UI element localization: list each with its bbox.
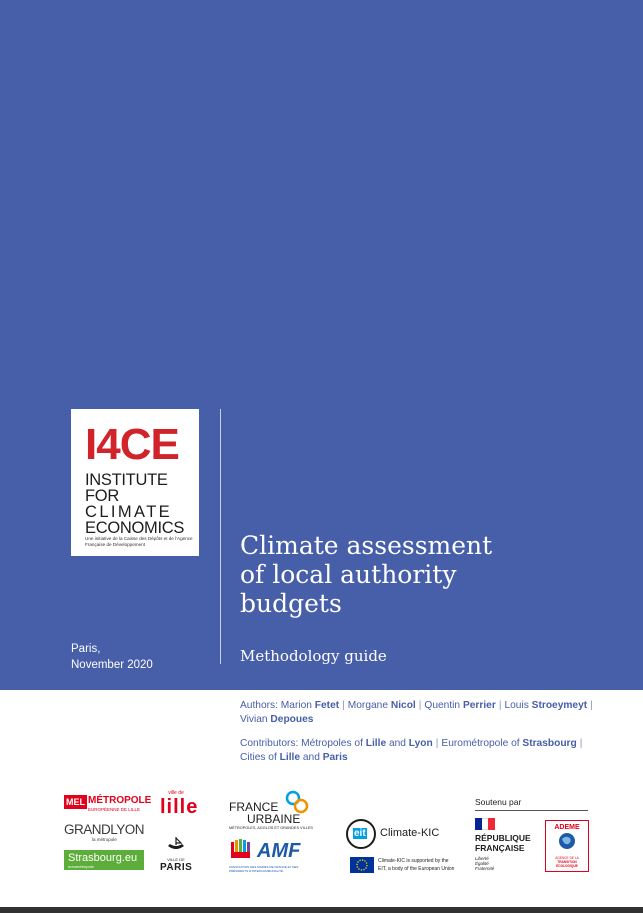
amf-hand-icon [229, 838, 255, 860]
logo-name [85, 472, 195, 536]
logo-line: CLIMATE [85, 503, 173, 521]
i4ce-logo [71, 409, 199, 556]
eit-badge: eit [346, 819, 376, 849]
title-line: of local authority [240, 560, 457, 589]
marianne-flag-icon [475, 818, 495, 830]
soutenu-par-label: Soutenu par [475, 797, 522, 807]
amf-logo: AMF ASSOCIATION DES MAIRES DE FRANCE ET DES PRÉSIDENTS D'INTERCOMMUNALITÉ [229, 840, 301, 873]
contributors-label: Contributors: [240, 738, 299, 749]
contributor: Eurométropole of Strasbourg [441, 738, 577, 749]
logo-line: INSTITUTE FOR [85, 471, 168, 505]
climate-kic-logo: eit Climate-KIC Climate-KIC is supported by the EIT, a body of the European Union [346, 817, 456, 877]
eu-flag-icon [350, 857, 374, 873]
paris-logo: VILLE DE PARIS [160, 836, 192, 876]
contributor: Métropoles of Lille and Lyon [301, 738, 433, 749]
lille-logo: ville de lille [160, 790, 199, 818]
document-subtitle: Methodology guide [240, 647, 387, 665]
place-date [71, 641, 153, 673]
bottom-bar [0, 907, 643, 913]
place: Paris, [71, 643, 101, 655]
logo-tagline: Une initiative de la Caisse des Dépôts et de l'Agence Française de Développement [85, 536, 193, 547]
france-urbaine-logo: FRANCE URBAINE MÉTROPOLES, AGGLOS ET GRANDES VILLES [229, 790, 313, 830]
logo-line: ECONOMICS [85, 519, 185, 537]
republique-francaise-logo: RÉPUBLIQUE FRANÇAISE Liberté Égalité Fraternité [475, 818, 539, 876]
authors: Authors: Marion Fetet | Morgane Nicol | Quentin Perrier | Louis Stroeymeyt | Vivian Depoues [240, 700, 593, 725]
author: Vivian Depoues [240, 714, 314, 725]
authors-label: Authors: [240, 700, 278, 711]
document-title [240, 531, 620, 618]
title-line: Climate assessment [240, 531, 493, 560]
grandlyon-logo: GRANDLYON la métropole [64, 822, 145, 842]
logo-mark: I4CE [85, 420, 179, 469]
france-urbaine-icon [285, 790, 309, 814]
ademe-globe-icon [557, 831, 577, 851]
soutenu-divider [475, 810, 588, 811]
author: Quentin Perrier [424, 700, 496, 711]
title-line: budgets [240, 589, 342, 618]
date: November 2020 [71, 659, 153, 671]
mel-logo: MEL MÉTROPOLE EUROPÉENNE DE LILLE [66, 795, 152, 812]
author: Marion Fetet [280, 700, 340, 711]
contributor: Cities of Lille and Paris [240, 752, 348, 763]
strasbourg-logo: Strasbourg.eu eurométropole [64, 850, 144, 870]
ademe-logo: ADEME AGENCE DE LA TRANSITION ÉCOLOGIQUE [545, 820, 589, 872]
vertical-divider [220, 409, 221, 664]
contributors: Contributors: Métropoles of Lille and Lyon | Eurométropole of Strasbourg | Cities of Lille and Paris [240, 738, 583, 763]
author: Morgane Nicol [347, 700, 416, 711]
author: Louis Stroeymeyt [504, 700, 588, 711]
paris-ship-icon [166, 836, 186, 852]
